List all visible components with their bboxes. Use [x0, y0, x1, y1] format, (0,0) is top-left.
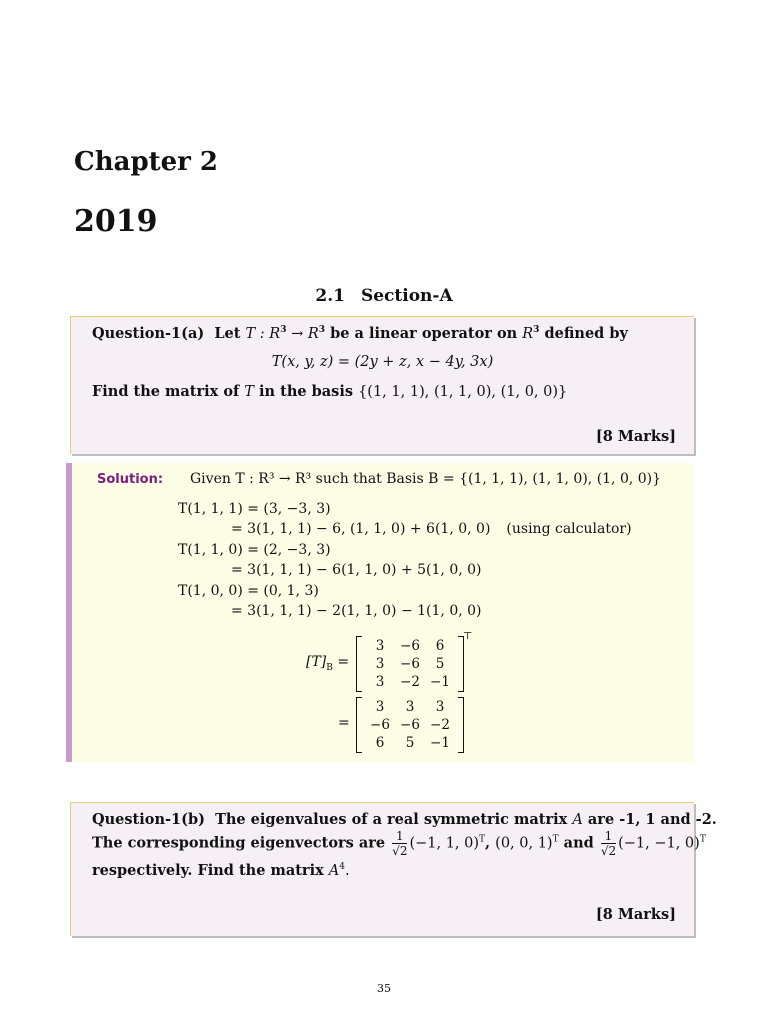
- right-bracket: [458, 636, 464, 692]
- page-number: 35: [377, 982, 391, 995]
- chapter-title: 2019: [74, 204, 158, 239]
- fraction: $\frac{1}{√2}$: [600, 829, 617, 858]
- matrix-grid: 3 3 3 −6 −6 −2 6 5 −1: [370, 699, 450, 751]
- question-text: and: [563, 834, 594, 852]
- right-bracket: [458, 697, 464, 753]
- math-exponent: 3: [280, 325, 287, 335]
- math-exponent: 3: [533, 325, 540, 335]
- math-symbol: R: [522, 326, 534, 342]
- equation-line: T(1, 1, 0) = (2, −3, 3): [178, 542, 331, 558]
- question-text: defined by: [544, 325, 628, 342]
- question-1a-box: [70, 316, 694, 454]
- question-1b-line-1: [92, 811, 717, 828]
- result-matrix: [356, 697, 464, 753]
- question-1a-line-2: [92, 383, 567, 400]
- marks-label: [8 Marks]: [595, 428, 676, 445]
- question-label: Question-1(a): [92, 325, 205, 342]
- matrix-grid: 3 −6 6 3 −6 5 3 −2 −1: [375, 638, 450, 690]
- section-heading: [0, 286, 768, 306]
- eigenvector: (0, 0, 1): [495, 835, 553, 852]
- math-symbol: A: [328, 863, 340, 879]
- math-exponent: 4: [339, 862, 345, 872]
- equals-sign: =: [338, 715, 350, 731]
- question-text: are -1, 1 and -2.: [587, 811, 717, 828]
- marks-label: [8 Marks]: [595, 906, 676, 923]
- equation-note: (using calculator): [506, 521, 632, 537]
- equation-line: T(1, 1, 1) = (3, −3, 3): [178, 501, 331, 517]
- question-text: Find the matrix of: [92, 383, 240, 400]
- matrix-label: $[T]_B$ =: [306, 654, 350, 673]
- eigenvector: (−1, −1, 0): [618, 835, 700, 852]
- transpose-mark: ⊤: [463, 631, 473, 642]
- question-text: The eigenvalues of a real symmetric matrix: [215, 811, 568, 828]
- math-symbol: A: [572, 812, 583, 828]
- question-text: respectively. Find the matrix: [92, 862, 324, 879]
- question-1a-line-1: [92, 325, 628, 342]
- math-symbol: T: [244, 384, 254, 400]
- equation-line: T(1, 0, 0) = (0, 1, 3): [178, 583, 319, 599]
- equation-line: = 3(1, 1, 1) − 2(1, 1, 0) − 1(1, 0, 0): [231, 603, 482, 619]
- question-1b-box: [70, 802, 717, 936]
- basis-set: {(1, 1, 1), (1, 1, 0), (1, 0, 0)}: [358, 384, 568, 400]
- solution-box: [66, 463, 694, 762]
- math-symbol: : R: [255, 326, 281, 342]
- question-text: Let: [214, 325, 241, 342]
- section-title: Section-A: [360, 286, 453, 306]
- question-text: The corresponding eigenvectors are: [92, 834, 386, 852]
- question-1b-line-2: The corresponding eigenvectors are $\frac{1}{√2}$ (−1, 1, 0)$^T$, (0, 0, 1)$^T$ and $\frac{1}{√2}$ (−1, −1, 0)$^T$: [92, 829, 706, 858]
- eigenvector: (−1, 1, 0): [409, 835, 480, 852]
- equation-line: = 3(1, 1, 1) − 6(1, 1, 0) + 5(1, 0, 0): [231, 562, 482, 578]
- math-symbol: T: [245, 326, 256, 342]
- solution-given: Given T : R³ → R³ such that Basis B = {(1, 1, 1), (1, 1, 0), (1, 0, 0)}: [190, 471, 662, 487]
- question-text: be a linear operator on: [330, 325, 518, 342]
- math-symbol: → R: [286, 326, 319, 342]
- operator-definition: T(x, y, z) = (2y + z, x − 4y, 3x): [271, 354, 494, 370]
- question-text: in the basis: [259, 383, 354, 400]
- question-1b-line-3: respectively. Find the matrix $A^4$.: [92, 862, 350, 879]
- math-exponent: 3: [318, 325, 326, 335]
- equation-line: = 3(1, 1, 1) − 6, (1, 1, 0) + 6(1, 0, 0) (using calculator): [231, 521, 632, 537]
- fraction: $\frac{1}{√2}$: [392, 829, 408, 858]
- chapter-heading: Chapter 2: [74, 147, 219, 177]
- transposed-matrix: [356, 636, 464, 692]
- question-label: Question-1(b): [92, 811, 205, 828]
- section-number: 2.1: [315, 286, 345, 306]
- solution-label: Solution:: [97, 472, 164, 487]
